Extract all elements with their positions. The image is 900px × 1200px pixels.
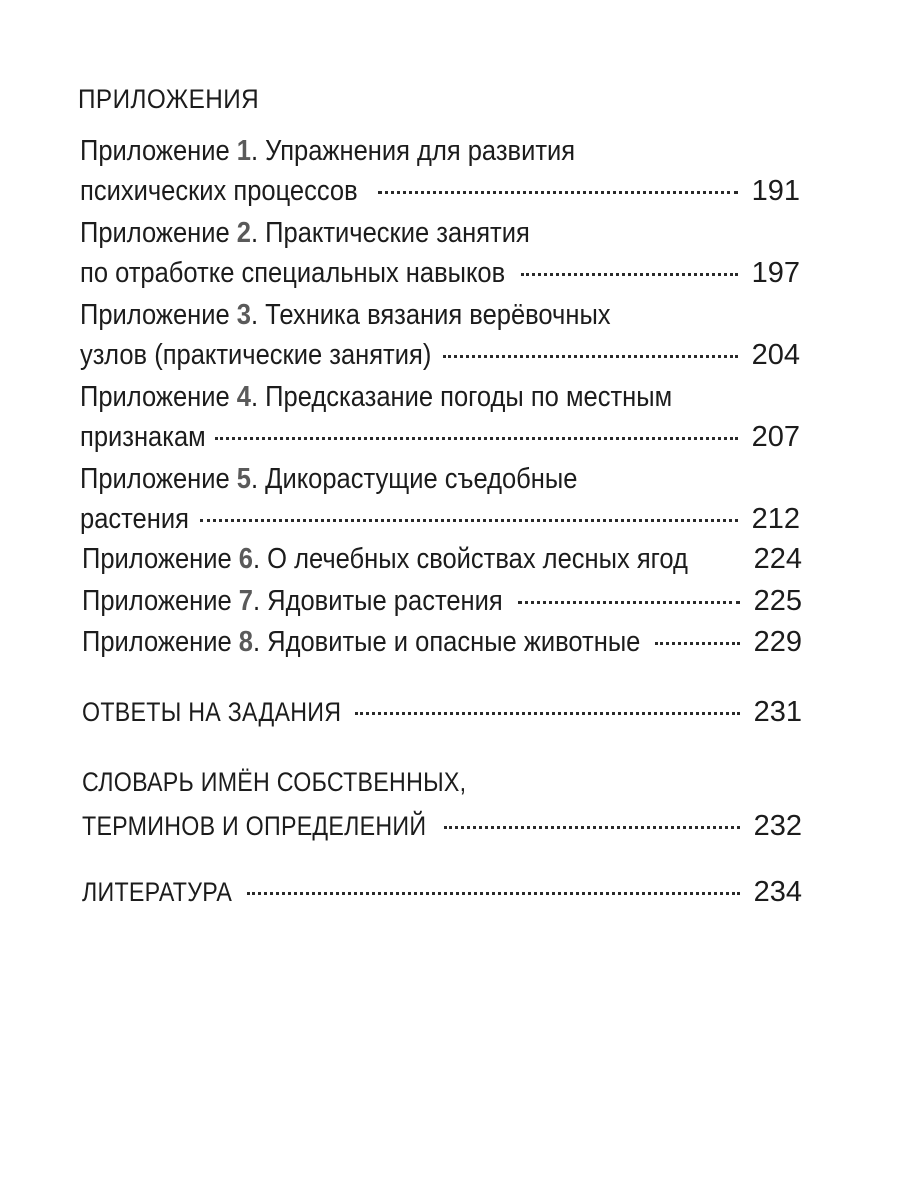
entry-number: 5 bbox=[236, 463, 251, 495]
toc-entry-line-2 bbox=[80, 499, 800, 539]
entry-title bbox=[80, 131, 575, 171]
entry-title-line1: . Предсказание погоды по местным bbox=[250, 381, 673, 413]
entry-title-line1: СЛОВАРЬ ИМЁН СОБСТВЕННЫХ, bbox=[82, 767, 467, 797]
entry-page-number: 207 bbox=[751, 421, 800, 453]
entry-number: 7 bbox=[238, 585, 253, 617]
entry-title-line1: . Ядовитые и опасные животные bbox=[252, 626, 641, 658]
toc-entry-line-2 bbox=[80, 171, 800, 211]
toc-entry-appendix-6[interactable] bbox=[82, 539, 802, 579]
toc-entry-line-2 bbox=[80, 335, 800, 375]
entry-title-line2: по отработке специальных навыков bbox=[80, 257, 506, 289]
entry-prefix: Приложение bbox=[80, 217, 237, 249]
entry-title-line2: психических процессов bbox=[80, 175, 358, 207]
entry-number: 1 bbox=[236, 135, 251, 167]
entry-title bbox=[82, 539, 688, 579]
entry-page-number: 191 bbox=[751, 175, 800, 207]
entry-number: 6 bbox=[238, 543, 253, 575]
toc-entry-appendix-7[interactable] bbox=[82, 581, 802, 621]
toc-entry-appendix-1[interactable] bbox=[80, 131, 800, 211]
entry-title bbox=[82, 581, 503, 621]
entry-title-line1: . Практические занятия bbox=[250, 217, 530, 249]
dot-leader bbox=[444, 826, 739, 829]
entry-title: ЛИТЕРАТУРА bbox=[82, 877, 233, 907]
entry-title-line1: . О лечебных свойствах лесных ягод bbox=[252, 543, 688, 575]
entry-number: 4 bbox=[236, 381, 251, 413]
dot-leader bbox=[518, 601, 740, 604]
entry-page-number: 212 bbox=[751, 503, 800, 535]
dot-leader bbox=[378, 191, 738, 194]
toc-entry-appendix-5[interactable] bbox=[80, 459, 800, 539]
entry-title-line2: растения bbox=[80, 503, 189, 535]
toc-entry-line-1 bbox=[82, 762, 802, 802]
entry-title bbox=[80, 459, 577, 499]
entry-title bbox=[80, 213, 530, 253]
entry-page-number: 204 bbox=[751, 339, 800, 371]
entry-page-number: 231 bbox=[753, 696, 802, 728]
entry-title-line1: . Упражнения для развития bbox=[250, 135, 576, 167]
entry-page-number: 225 bbox=[753, 585, 802, 617]
entry-prefix: Приложение bbox=[82, 543, 239, 575]
dot-leader bbox=[655, 642, 740, 645]
toc-entry-line-2 bbox=[80, 417, 800, 457]
entry-number: 3 bbox=[236, 299, 251, 331]
entry-page-number: 232 bbox=[753, 810, 802, 842]
dot-leader bbox=[247, 892, 740, 895]
dot-leader bbox=[521, 273, 737, 276]
toc-entry-answers[interactable] bbox=[82, 692, 802, 732]
entry-page-number: 229 bbox=[753, 626, 802, 658]
entry-title bbox=[80, 377, 672, 417]
toc-entry-line-1 bbox=[80, 377, 800, 417]
toc-entry-line-1 bbox=[82, 872, 802, 912]
toc-entry-line-1 bbox=[82, 539, 802, 579]
entry-title-line2: признакам bbox=[80, 421, 206, 453]
entry-title: ОТВЕТЫ НА ЗАДАНИЯ bbox=[82, 697, 342, 727]
toc-entry-appendix-8[interactable] bbox=[82, 622, 802, 662]
entry-title bbox=[80, 295, 611, 335]
entry-number: 2 bbox=[236, 217, 251, 249]
entry-prefix: Приложение bbox=[80, 381, 237, 413]
toc-entry-line-2 bbox=[80, 253, 800, 293]
appendices-heading: ПРИЛОЖЕНИЯ bbox=[78, 84, 260, 114]
dot-leader bbox=[200, 519, 738, 522]
toc-entry-line-1 bbox=[80, 295, 800, 335]
entry-title-line1: . Ядовитые растения bbox=[252, 585, 503, 617]
toc-entry-line-1 bbox=[80, 459, 800, 499]
entry-prefix: Приложение bbox=[80, 299, 237, 331]
entry-title bbox=[82, 622, 640, 662]
entry-page-number: 197 bbox=[751, 257, 800, 289]
toc-entry-appendix-2[interactable] bbox=[80, 213, 800, 293]
entry-prefix: Приложение bbox=[80, 463, 237, 495]
entry-title-line1: . Техника вязания верёвочных bbox=[250, 299, 611, 331]
toc-entry-line-1 bbox=[82, 692, 802, 732]
dot-leader bbox=[443, 355, 737, 358]
toc-entry-line-1 bbox=[80, 213, 800, 253]
toc-entry-glossary[interactable] bbox=[82, 762, 802, 846]
entry-page-number: 224 bbox=[753, 543, 802, 575]
entry-title-line2: узлов (практические занятия) bbox=[80, 339, 432, 371]
dot-leader bbox=[215, 437, 738, 440]
toc-entry-appendix-4[interactable] bbox=[80, 377, 800, 457]
entry-prefix: Приложение bbox=[82, 626, 239, 658]
toc-entry-line-2 bbox=[82, 806, 802, 846]
toc-entry-appendix-3[interactable] bbox=[80, 295, 800, 375]
toc-entry-line-1 bbox=[82, 622, 802, 662]
entry-number: 8 bbox=[238, 626, 253, 658]
toc-entry-line-1 bbox=[80, 131, 800, 171]
toc-entry-line-1 bbox=[82, 581, 802, 621]
entry-page-number: 234 bbox=[753, 876, 802, 908]
entry-prefix: Приложение bbox=[80, 135, 237, 167]
entry-title-line2: ТЕРМИНОВ И ОПРЕДЕЛЕНИЙ bbox=[82, 811, 427, 841]
dot-leader bbox=[355, 712, 739, 715]
entry-title-line1: . Дикорастущие съедобные bbox=[250, 463, 578, 495]
entry-prefix: Приложение bbox=[82, 585, 239, 617]
toc-entry-literature[interactable] bbox=[82, 872, 802, 912]
